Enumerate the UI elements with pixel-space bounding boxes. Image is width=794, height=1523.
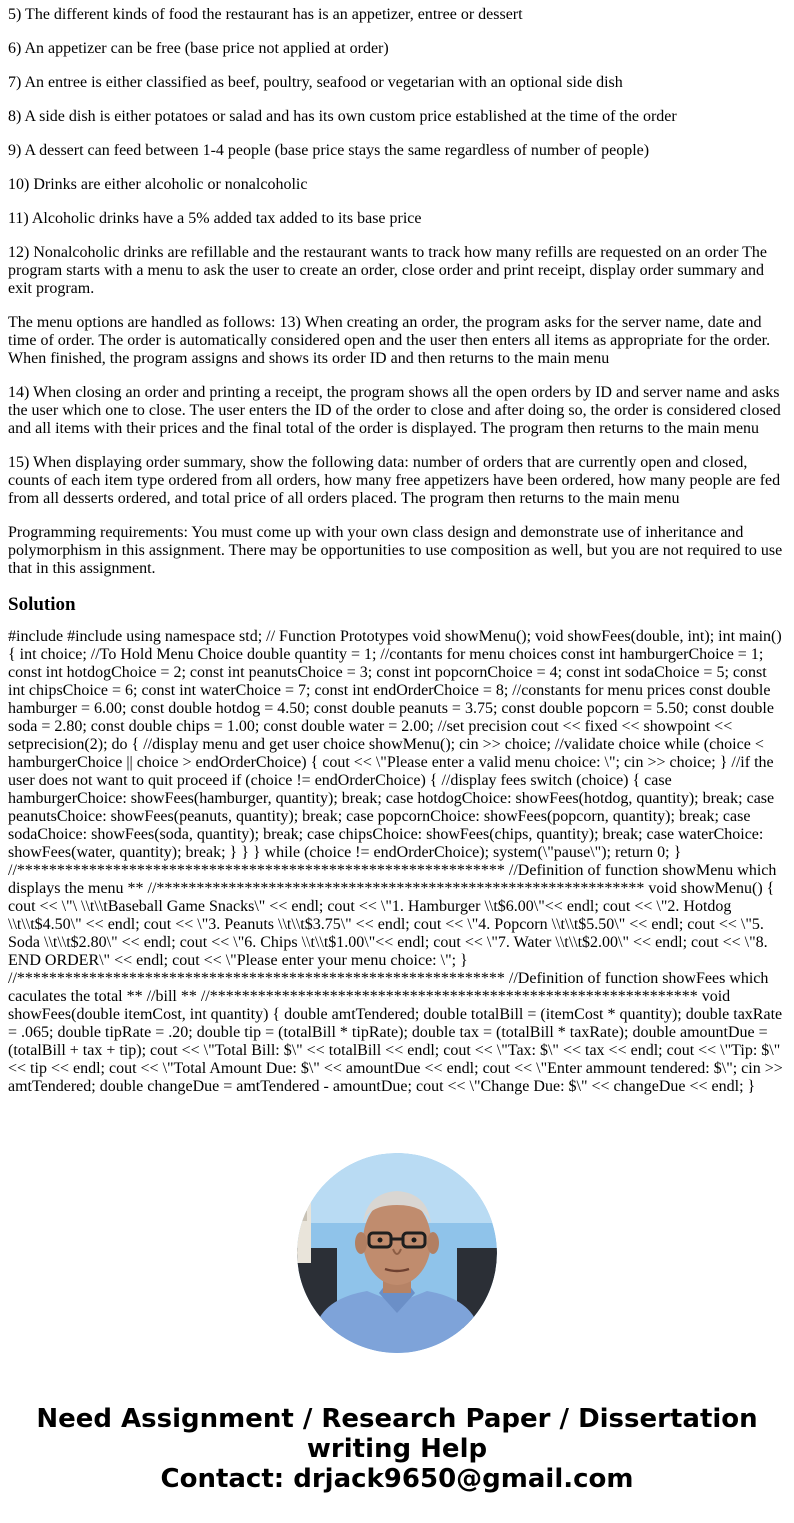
requirement-paragraph: 8) A side dish is either potatoes or salad and has its own custom price established at the time of the order bbox=[8, 108, 677, 125]
requirement-paragraph: 15) When displaying order summary, show the following data: number of orders that are currently open and closed, counts of each item type ordered from all orders, how many free appetizers have been ordered, how many people are fed from all desserts ordered, and total price of all orders placed. The program then returns to the main menu bbox=[8, 454, 781, 507]
solution-code: #include #include using namespace std; // Function Prototypes void showMenu(); void showFees(double, int); int main() { int choice; //To Hold Menu Choice double quantity = 1; //contants for menu choices const int hamburgerChoice = 1; const int hotdogChoice = 2; const int peanutsChoice = 3; const int popcornChoice = 4; const int sodaChoice = 5; const int chipsChoice = 6; const int waterChoice = 7; const int endOrderChoice = 8; //constants for menu prices const double hamburger = 6.00; const double hotdog = 4.50; const double peanuts = 3.75; const double popcorn = 5.50; const double soda = 2.80; const double chips = 1.00; const double water = 2.00; //set precision cout << fixed << showpoint << setprecision(2); do { //display menu and get user choice showMenu(); cin >> choice; //validate choice while (choice < hamburgerChoice || choice > endOrderChoice) { cout << \"Please enter a valid menu choice: \"; cin >> choice; } //if the user does not want to quit proceed if (choice != endOrderChoice) { //display fees switch (choice) { case hamburgerChoice: showFees(hamburger, quantity); break; case hotdogChoice: showFees(hotdog, quantity); break; case peanutsChoice: showFees(peanuts, quantity); break; case popcornChoice: showFees(popcorn, quantity); break; case sodaChoice: showFees(soda, quantity); break; case chipsChoice: showFees(chips, quantity); break; case waterChoice: showFees(water, quantity); break; } } } while (choice != endOrderChoice); system(\"pause\"); return 0; } //************************************************************* //Definition of function showMenu which displays the menu ** //************************************************************* void showMenu() { cout << \"\ \\t\\tBaseball Game Snacks\" << endl; cout << \"1. Hamburger \\t$6.00\"<< endl; cout << \"2. Hotdog \\t\\t$4.50\" << endl; cout << \"3. Peanuts \\t\\t$3.75\" << endl; cout << \"4. Popcorn \\t\\t$5.50\" << endl; cout << \"5. Soda \\t\\t$2.80\" << endl; cout << \"6. Chips \\t\\t$1.00\"<< endl; cout << \"7. Water \\t\\t$2.00\" << endl; cout << \"8. END ORDER\" << endl; cout << \"Please enter your menu choice: \"; } //************************************************************* //Definition of function showFees which caculates the total ** //bill ** //************************************************************* void showFees(double itemCost, int quantity) { double amtTendered; double totalBill = (itemCost * quantity); double taxRate = .065; double tipRate = .20; double tip = (totalBill * tipRate); double tax = (totalBill * taxRate); double amountDue = (totalBill + tax + tip); cout << \"Total Bill: $\" << totalBill << endl; cout << \"Tax: $\" << tax << endl; cout << \"Tip: $\" << tip << endl; cout << \"Total Amount Due: $\" << amountDue << endl; cout << \"Enter ammount tendered: $\"; cin >> amtTendered; double changeDue = amtTendered - amountDue; cout << \"Change Due: $\" << changeDue << endl; } bbox=[8, 628, 783, 1095]
requirement-paragraph: 7) An entree is either classified as beef, poultry, seafood or vegetarian with an optional side dish bbox=[8, 74, 623, 91]
requirement-paragraph: 12) Nonalcoholic drinks are refillable and the restaurant wants to track how many refills are requested on an order The program starts with a menu to ask the user to create an order, close order and print receipt, display order summary and exit program. bbox=[8, 244, 767, 297]
person-portrait-icon bbox=[297, 1153, 497, 1353]
contact-banner bbox=[0, 1404, 794, 1494]
requirement-paragraph: 14) When closing an order and printing a receipt, the program shows all the open orders by ID and server name and asks the user which one to close. The user enters the ID of the order to close and after doing so, the order is considered closed and all items with their prices and the final total of the order is displayed. The program then returns to the main menu bbox=[8, 384, 781, 437]
solution-heading: Solution bbox=[8, 594, 76, 615]
author-avatar bbox=[297, 1153, 497, 1353]
requirement-paragraph: 10) Drinks are either alcoholic or nonalcoholic bbox=[8, 176, 308, 193]
banner-line-1: Need Assignment / Research Paper / Dissertation bbox=[36, 1404, 758, 1434]
requirement-paragraph: 11) Alcoholic drinks have a 5% added tax added to its base price bbox=[8, 210, 422, 227]
requirement-paragraph: Programming requirements: You must come up with your own class design and demonstrate use of inheritance and polymorphism in this assignment. There may be opportunities to use composition as well, but you are not required to use that in this assignment. bbox=[8, 524, 783, 577]
banner-line-2: writing Help bbox=[306, 1434, 488, 1464]
banner-contact-email: Contact: drjack9650@gmail.com bbox=[160, 1464, 634, 1494]
requirement-paragraph: 6) An appetizer can be free (base price not applied at order) bbox=[8, 40, 389, 57]
requirement-paragraph: 5) The different kinds of food the restaurant has is an appetizer, entree or dessert bbox=[8, 6, 523, 23]
requirement-paragraph: The menu options are handled as follows: 13) When creating an order, the program asks for the server name, date and time of order. The order is automatically considered open and the user then enters all items as appropriate for the order. When finished, the program assigns and shows its order ID and then returns to the main menu bbox=[8, 314, 771, 367]
requirement-paragraph: 9) A dessert can feed between 1-4 people (base price stays the same regardless of number of people) bbox=[8, 142, 650, 159]
